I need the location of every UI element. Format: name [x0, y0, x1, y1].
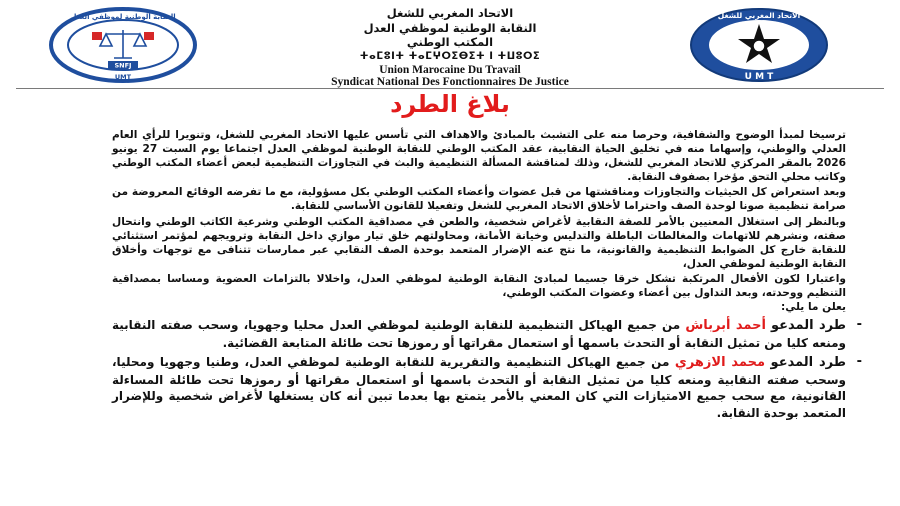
- page-title: بلاغ الطرد: [390, 90, 510, 118]
- paragraph-announcement: يعلن ما يلي:: [781, 301, 846, 314]
- paragraph-review: وبعد استعراض كل الحيثيات والتجاوزات ومناقشتها من قبل عضوات وأعضاء المكتب الوطني بكل مسؤولية، مع ما تفرضه الوقائع المعروضة من صرامة تنظيمية صونا لوحدة الصف واحتراما لأخلاق الاتحاد المغربي للشغل وتفعيلا للقانون الأساسي للنقابة.: [112, 186, 846, 213]
- document-body: [112, 128, 862, 421]
- header-arabic-line-1: الاتحاد المغربي للشغل: [386, 6, 514, 20]
- list-dash: -: [856, 354, 862, 370]
- decision-item: [112, 317, 862, 351]
- expelled-person-name: محمد الازهري: [674, 355, 766, 371]
- snfj-logo-arabic: النقابة الوطنية لموظفي العدل: [70, 13, 176, 21]
- header-arabic-line-3: المكتب الوطني: [406, 35, 494, 49]
- umt-logo-letters: U M T: [744, 72, 774, 82]
- decision-text: من جميع الهياكل التنظيمية للنقابة الوطنية لموظفي العدل محليا وجهويا، وسحب صفته النقابية ومنعه كليا من تمثيل النقابة أو التحدث باسمها أو استعمال مقراتها أو رموزها تحت طائلة المتابعة القضائية.: [112, 318, 846, 350]
- header-tifinagh-line: ⵜⴰⵎⵓⵏⵜ ⵜⴰⵎⵖⵔⵉⴱⵉⵜ ⵏ ⵜⵡⵓⵔⵉ: [359, 50, 541, 62]
- paragraph-intro: ترسيخا لمبدأ الوضوح والشفافية، وحرصا منه على التشبث بالمبادئ والاهداف التي تأسس عليها الاتحاد المغربي للشغل، وتنويرا للرأي العام العدلي والوطني، وإسهاما منه في تخليق الحياة النقابية، عقد المكتب الوطني للنقابة الوطنية لموظفي العدل اجتماعا يوم السبت 27 يونيو 2026 بالمقر المركزي للاتحاد المغربي للشغل، وذلك لمناقشة المسألة التنظيمية والبث في التجاوزات التنظيمية لبعض أعضاء المكتب الوطني وكاتب محلي التحق مؤخرا بصفوف النقابة.: [112, 129, 846, 184]
- paragraph-considerations: واعتبارا لكون الأفعال المرتكبة تشكل خرقا جسيما لمبادئ النقابة الوطنية لموظفي العدل، واخلالا بالتزامات العضوية ومساسا بمصداقية التنظيم ووحدته، وبعد التداول بين أعضاء وعضوات المكتب الوطني،: [112, 272, 846, 300]
- header-french-line-1: Union Marocaine Du Travail: [379, 63, 521, 76]
- header-divider: [16, 88, 884, 89]
- decision-lead: طرد المدعو: [770, 318, 846, 334]
- expelled-person-name: أحمد أبرباش: [685, 318, 766, 334]
- paragraph-grounds: وبالنظر إلى استغلال المعنيين بالأمر للصفة النقابية لأغراض شخصية، والطعن في مصداقية المكتب الوطني وشرعية الكاتب الوطني وانتحال صفته، ونشرهم للاتهامات والمغالطات الباطلة والتدليس وخيانة الأمانة، ومحاولتهم خلق تيار موازي داخل النقابة وترويجهم لمؤتمر استثنائي للنقابة خارج كل الضوابط التنظيمية والقانونية، ما نتج عنه الإضرار المتعمد بوحدة الصف النقابي عبر ممارسات تتنافى مع توجهات وأخلاق النقابة الوطنية لموظفي العدل،: [112, 215, 846, 270]
- umt-logo-arabic: الاتحاد المغربي للشغل: [717, 11, 801, 20]
- list-dash: -: [856, 317, 862, 333]
- umt-logo: [684, 6, 834, 84]
- decision-text: من جميع الهياكل التنظيمية والتقريرية للنقابة الوطنية لموظفي العدل، وطنيا وجهويا ومحليا، وسحب صفته النقابية ومنعه كليا من تمثيل النقابة أو التحدث باسمها أو استعمال مقراتها أو رموزها تحت طائلة المساءلة القانونية، مع سحب جميع الامتيازات التي كان المعني بالأمر يتمتع بها بعدما تبين أنه كان يستغلها لأغراض شخصية وللإضرار المتعمد بوحدة النقابة.: [112, 355, 846, 420]
- decision-item: [112, 354, 862, 421]
- header-arabic-line-2: النقابة الوطنية لموظفي العدل: [363, 20, 537, 35]
- decision-lead: طرد المدعو: [770, 355, 846, 371]
- snfj-logo-umt: UMT: [114, 73, 132, 81]
- snfj-badge: SNFJ: [114, 61, 132, 70]
- snfj-logo: [48, 6, 198, 84]
- header-french-line-2: Syndicat National Des Fonctionnaires De Justice: [331, 75, 569, 88]
- letterhead: [228, 6, 672, 88]
- gear-icon: [753, 40, 765, 52]
